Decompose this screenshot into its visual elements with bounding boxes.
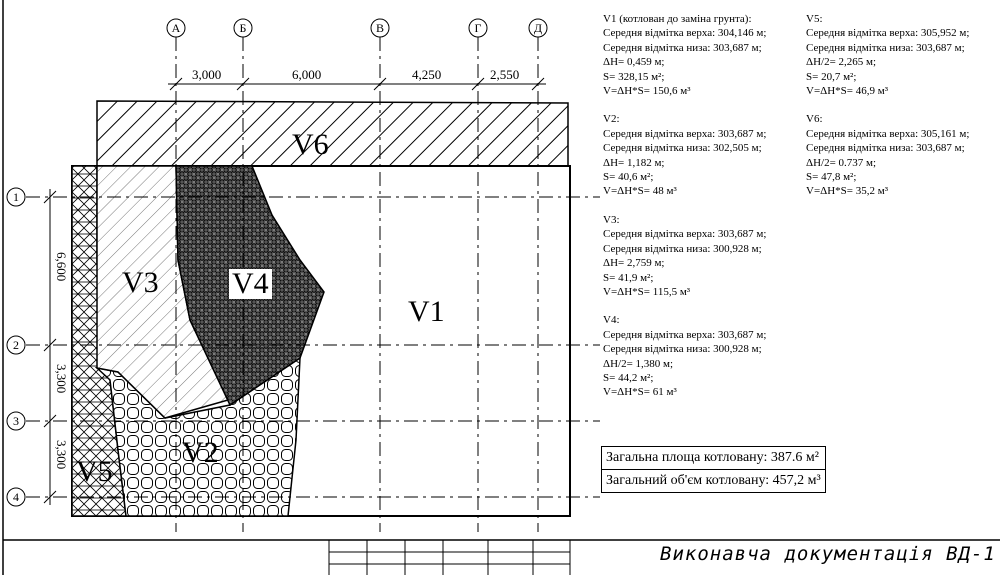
dimension-value: 3,300 bbox=[54, 440, 69, 470]
zone-label-v5: V5 bbox=[76, 455, 113, 488]
note-line: Середня відмітка верха: 303,687 м; bbox=[603, 228, 767, 241]
dimension-value: 6,600 bbox=[54, 252, 69, 282]
note-line: Середня відмітка верха: 305,161 м; bbox=[806, 127, 970, 140]
note-line: Середня відмітка низа: 303,687 м; bbox=[603, 41, 762, 54]
total-area: Загальна площа котловану: 387.6 м² bbox=[606, 450, 819, 465]
dimension-value: 4,250 bbox=[412, 67, 442, 82]
note-block-v6 bbox=[806, 112, 969, 198]
note-line: Середня відмітка верха: 304,146 м; bbox=[603, 27, 767, 40]
note-title: V5: bbox=[806, 13, 823, 25]
title-block-grid bbox=[329, 540, 570, 575]
note-line: V=ΔH*S= 150,6 м³ bbox=[603, 85, 691, 98]
note-line: ΔH= 2,759 м; bbox=[603, 257, 665, 270]
note-line: S= 47,8 м²; bbox=[806, 171, 857, 184]
note-line: V=ΔH*S= 48 м³ bbox=[603, 185, 677, 198]
dimension-value: 2,550 bbox=[490, 67, 520, 82]
note-line: ΔH/2= 1,380 м; bbox=[603, 357, 674, 370]
note-line: Середня відмітка низа: 302,505 м; bbox=[603, 142, 762, 155]
total-volume: Загальний об'єм котловану: 457,2 м³ bbox=[602, 469, 825, 492]
note-line: ΔH= 0,459 м; bbox=[603, 56, 665, 69]
title-block-label: Виконавча документація ВД-1 bbox=[660, 543, 996, 565]
note-line: Середня відмітка верха: 303,687 м; bbox=[603, 328, 767, 341]
zone-label-v1: V1 bbox=[408, 295, 445, 328]
column-axis-markers bbox=[167, 19, 547, 37]
note-line: S= 20,7 м²; bbox=[806, 70, 857, 83]
note-line: V=ΔH*S= 115,5 м³ bbox=[603, 285, 691, 298]
note-block-v4 bbox=[603, 313, 766, 399]
note-line: S= 40,6 м²; bbox=[603, 171, 654, 184]
note-block-v5 bbox=[806, 12, 969, 98]
note-title: V6: bbox=[806, 113, 823, 126]
note-line: Середня відмітка низа: 300,928 м; bbox=[603, 343, 762, 356]
row-axis-label: 4 bbox=[13, 490, 19, 504]
note-line: Середня відмітка низа: 303,687 м; bbox=[806, 142, 965, 155]
notes-right bbox=[806, 12, 969, 199]
note-title: V3: bbox=[603, 213, 620, 226]
note-line: ΔH/2= 2,265 м; bbox=[806, 56, 877, 69]
dimension-value: 6,000 bbox=[292, 67, 322, 82]
column-axis-label: Д bbox=[533, 21, 543, 35]
column-axis-label: Г bbox=[474, 21, 482, 35]
row-axis-label: 2 bbox=[13, 338, 19, 352]
note-title: V1 (котлован до заміна грунта): bbox=[603, 13, 752, 25]
zone-label-v4: V4 bbox=[229, 269, 272, 299]
note-title: V4: bbox=[603, 314, 620, 327]
note-line: S= 328,15 м²; bbox=[603, 70, 665, 83]
zone-label-v2: V2 bbox=[182, 436, 219, 469]
note-block-v1 bbox=[603, 12, 766, 98]
dimension-value: 3,300 bbox=[54, 364, 69, 394]
dimension-value: 3,000 bbox=[192, 67, 222, 82]
row-axis-label: 3 bbox=[13, 414, 19, 428]
note-line: V=ΔH*S= 35,2 м³ bbox=[806, 185, 888, 198]
note-line: Середня відмітка верха: 305,952 м; bbox=[806, 27, 970, 40]
note-block-v2 bbox=[603, 112, 766, 198]
note-line: Середня відмітка низа: 300,928 м; bbox=[603, 242, 762, 255]
column-axis-label: В bbox=[375, 21, 384, 35]
note-line: V=ΔH*S= 61 м³ bbox=[603, 386, 677, 399]
column-axis-label: А bbox=[171, 21, 181, 35]
row-axis-label: 1 bbox=[13, 190, 19, 204]
zone-label-v3: V3 bbox=[122, 266, 159, 299]
totals-box bbox=[601, 446, 826, 493]
note-title: V2: bbox=[603, 113, 620, 126]
column-axis-label: Б bbox=[239, 21, 247, 35]
note-block-v3 bbox=[603, 213, 766, 299]
note-line: S= 41,9 м²; bbox=[603, 271, 654, 284]
note-line: V=ΔH*S= 46,9 м³ bbox=[806, 85, 888, 98]
zone-label-v6: V6 bbox=[292, 128, 329, 161]
zone-v6-area bbox=[97, 101, 568, 166]
note-line: ΔH/2= 0.737 м; bbox=[806, 156, 877, 169]
notes-left bbox=[603, 12, 766, 400]
note-line: ΔH= 1,182 м; bbox=[603, 156, 665, 169]
note-line: S= 44,2 м²; bbox=[603, 371, 654, 384]
note-line: Середня відмітка верха: 303,687 м; bbox=[603, 127, 767, 140]
note-line: Середня відмітка низа: 303,687 м; bbox=[806, 41, 965, 54]
